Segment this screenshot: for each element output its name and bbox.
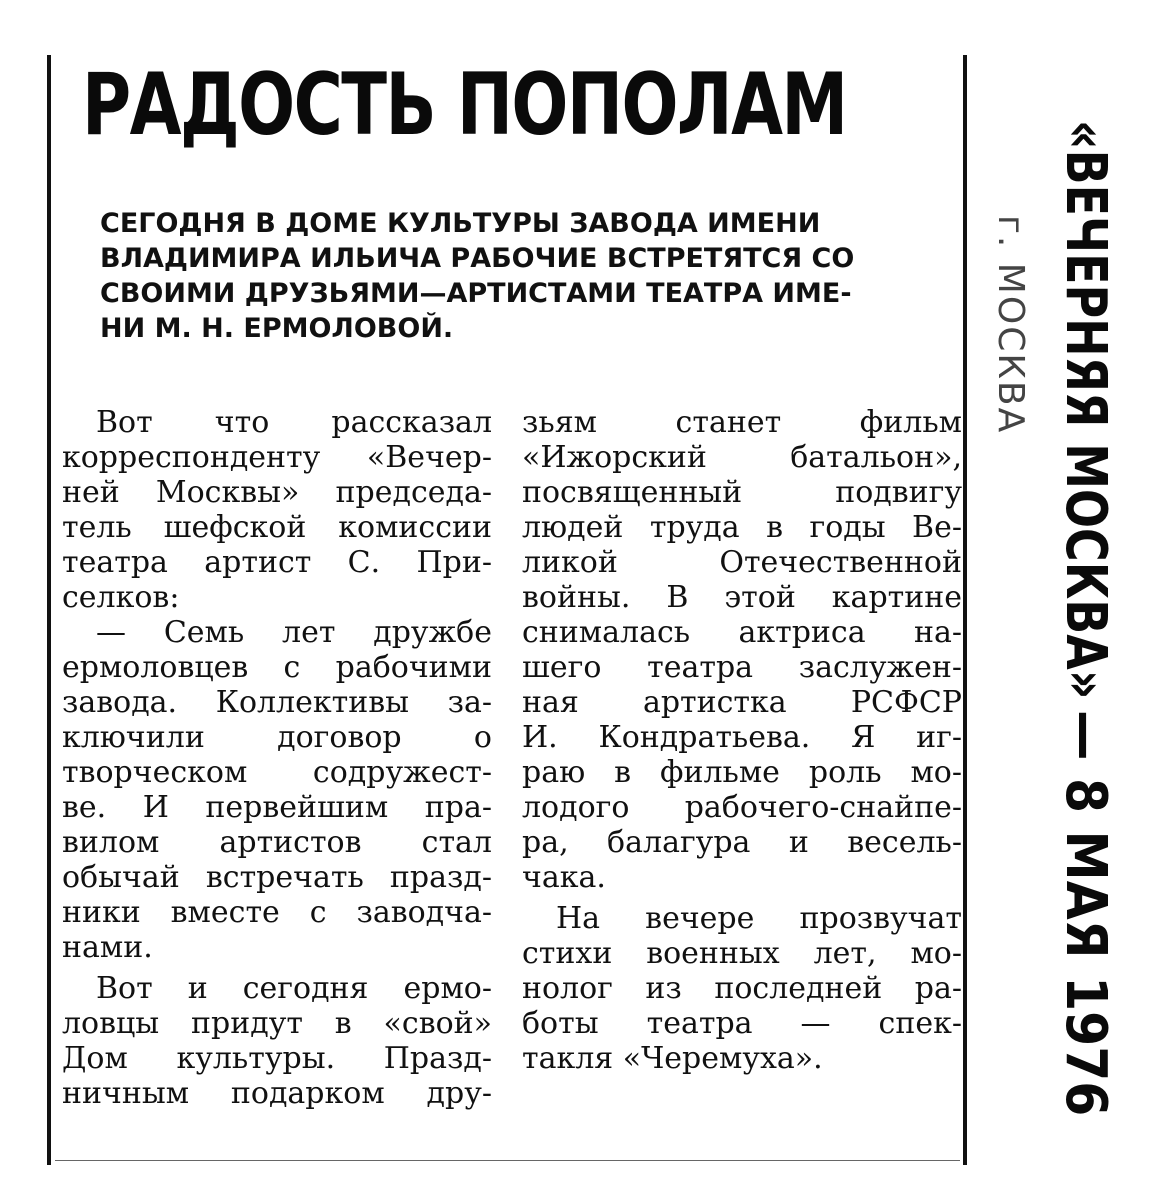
text-line: нами. <box>62 930 153 965</box>
text-line: корреспонденту «Вечер- <box>62 440 492 475</box>
text-line: Дом культуры. Празд- <box>62 1041 492 1076</box>
text-line: творческом содружест- <box>62 755 492 790</box>
left-column-rule <box>47 55 51 1165</box>
publication-date: — 8 МАЯ 1976 <box>1053 710 1118 1117</box>
text-line: тель шефской комиссии <box>62 510 492 545</box>
lead-line: СЕГОДНЯ В ДОМЕ КУЛЬТУРЫ ЗАВОДА ИМЕНИ <box>100 208 821 239</box>
masthead-stamp <box>1050 120 1120 1117</box>
text-line: зьям станет фильм <box>522 405 962 440</box>
right-column-rule <box>963 55 967 1165</box>
text-line: стихи военных лет, мо- <box>522 936 962 971</box>
text-line: вилом артистов стал <box>62 825 492 860</box>
text-line: ключили договор о <box>62 720 492 755</box>
publication-name: «ВЕЧЕРНЯЯ МОСКВА» <box>1053 120 1118 700</box>
article-headline: РАДОСТЬ ПОПОЛАМ <box>82 55 847 155</box>
text-line: И. Кондратьева. Я иг- <box>522 720 962 755</box>
article-lead <box>100 206 960 346</box>
text-line: ра, балагура и весель- <box>522 825 962 860</box>
text-line: лодого рабочего-снайпе- <box>522 790 962 825</box>
text-line: На вечере прозвучат <box>556 901 962 936</box>
text-line: завода. Коллективы за- <box>62 685 492 720</box>
lead-line: ВЛАДИМИРА ИЛЬИЧА РАБОЧИЕ ВСТРЕТЯТСЯ СО <box>100 243 855 274</box>
text-line: ве. И первейшим пра- <box>62 790 492 825</box>
text-line: посвященный подвигу <box>522 475 962 510</box>
text-line: шего театра заслужен- <box>522 650 962 685</box>
text-line: людей труда в годы Ве- <box>522 510 962 545</box>
text-line: ничным подарком дру- <box>62 1076 492 1111</box>
publication-city: г. МОСКВА <box>990 215 1031 435</box>
text-line: «Ижорский батальон», <box>522 440 962 475</box>
text-line: театра артист С. При- <box>62 545 492 580</box>
text-line: такля «Черемуха». <box>522 1041 823 1076</box>
text-line: боты театра — спек- <box>522 1006 962 1041</box>
text-line: обычай встречать празд- <box>62 860 492 895</box>
text-line: ермоловцев с рабочими <box>62 650 492 685</box>
text-line: ники вместе с заводча- <box>62 895 492 930</box>
text-line: ловцы придут в «свой» <box>62 1006 492 1041</box>
text-line: Вот и сегодня ермо- <box>96 971 492 1006</box>
text-line: Вот что рассказал <box>96 405 492 440</box>
lead-line: НИ М. Н. ЕРМОЛОВОЙ. <box>100 313 454 344</box>
text-line: раю в фильме роль мо- <box>522 755 962 790</box>
text-line: селков: <box>62 580 180 615</box>
text-line: ная артистка РСФСР <box>522 685 962 720</box>
bottom-rule <box>55 1160 960 1161</box>
article-column-2 <box>522 405 962 1076</box>
text-line: ней Москвы» председа- <box>62 475 492 510</box>
lead-line: СВОИМИ ДРУЗЬЯМИ—АРТИСТАМИ ТЕАТРА ИМЕ- <box>100 278 852 309</box>
text-line: войны. В этой картине <box>522 580 962 615</box>
text-line: нолог из последней ра- <box>522 971 962 1006</box>
text-line: — Семь лет дружбе <box>96 615 492 650</box>
text-line: чака. <box>522 860 606 895</box>
text-line: снималась актриса на- <box>522 615 962 650</box>
text-line: ликой Отечественной <box>522 545 962 580</box>
article-column-1 <box>62 405 492 1111</box>
